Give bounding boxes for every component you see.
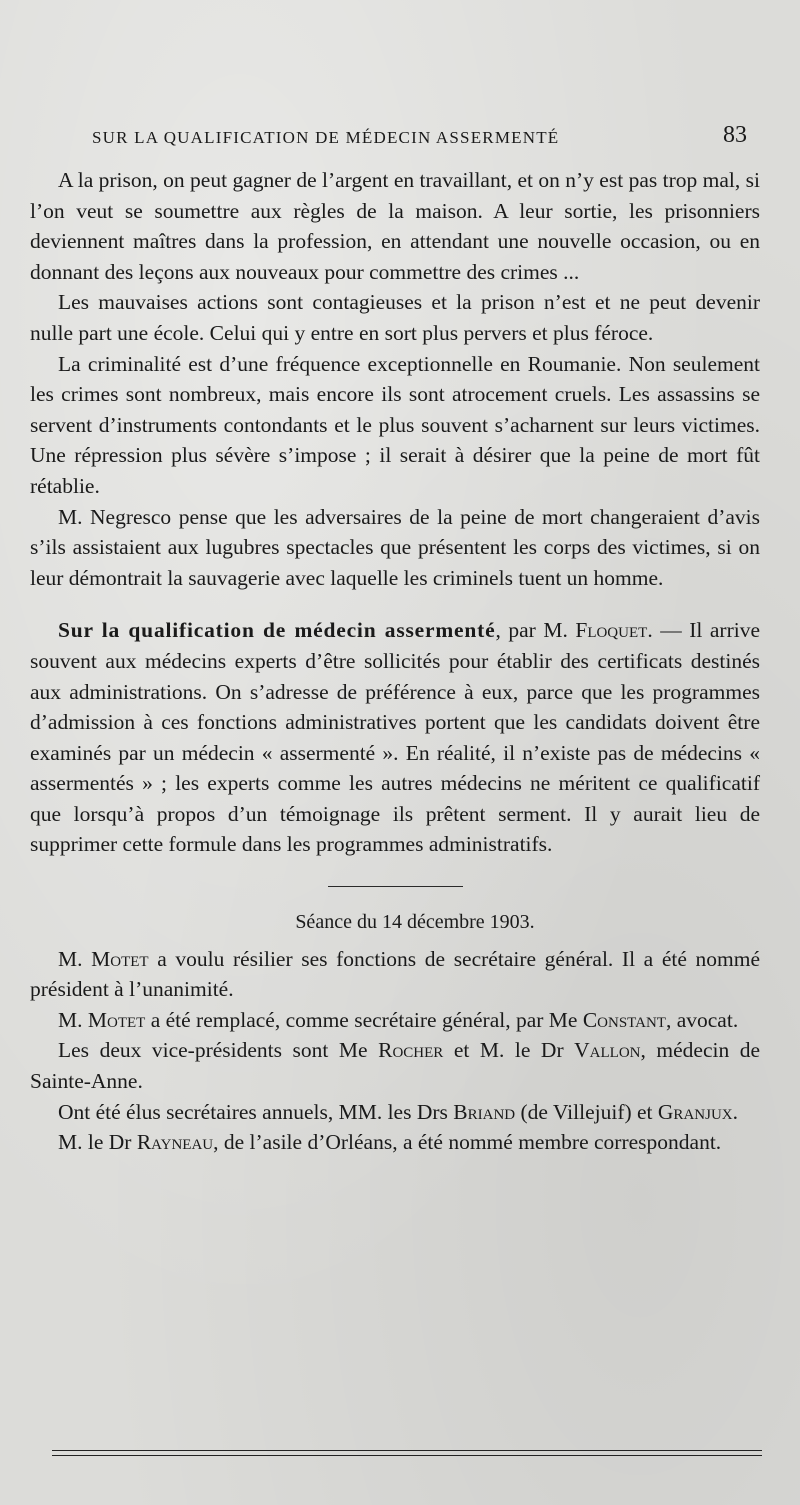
s5-pre: M. le Dr — [58, 1130, 132, 1155]
session-paragraph-1 — [30, 944, 760, 1005]
bottom-double-rule — [52, 1450, 762, 1458]
s5-name: Rayneau — [136, 1130, 214, 1155]
session-title: Séance du 14 décembre 1903. — [295, 911, 535, 934]
section-divider — [328, 886, 463, 887]
rule-line-top — [52, 1450, 762, 1451]
paragraph-prison: A la prison, on peut gagner de l’argent en travaillant, et on n’y est pas trop mal, si l’on veut se soumettre aux règles de la maison. A leur sortie, les prisonniers deviennent maîtres dans la profession, en attendant une nouvelle occasion, ou en donnant des leçons aux nouveaux pour commettre des crimes ... — [30, 168, 760, 284]
s5-post: , de l’asile d’Orléans, a été nommé membre correspondant. — [213, 1130, 722, 1155]
section-title: Sur la qualification de médecin assermenté — [58, 618, 496, 643]
session-paragraph-3 — [30, 1035, 760, 1096]
body-text — [30, 165, 760, 1158]
session-paragraph-5 — [30, 1127, 760, 1158]
paragraph-negresco: M. Negresco pense que les adversaires de la peine de mort changeraient d’avis s’ils assistaient aux lugubres spectacles que présentent les corps des victimes, si on leur démontrait la sauvagerie avec laquelle les criminels tuent un homme. — [30, 504, 760, 590]
section-body: . — Il arrive souvent aux médecins experts d’être sollicités pour établir des certificats destinés aux administrations. On s’adresse de préférence à eux, parce que les programmes d’admission à ces fonctions administratives portent que les candidats doivent être examinés par un médecin « assermenté ». En réalité, il n’existe pas de médecins « assermentés » ; les experts comme les autres médecins ne méritent ce qualificatif que lorsqu’à propos d’un témoignage ils prêtent serment. Il y aurait lieu de supprimer cette formule dans les programmes administratifs. — [30, 618, 760, 857]
s1-pre: M. — [58, 946, 83, 971]
session-paragraph-2 — [30, 1005, 760, 1036]
s4-pre: Ont été élus secrétaires annuels, MM. les Drs — [58, 1099, 448, 1124]
s4-mid: (de Villejuif) et — [520, 1099, 653, 1124]
s2-mid: a été remplacé, comme secrétaire général, par Me — [150, 1007, 578, 1032]
s2-pre: M. — [58, 1007, 83, 1032]
running-title: SUR LA QUALIFICATION DE MÉDECIN ASSERMENTÉ — [92, 128, 560, 147]
s1-name: Motet — [91, 946, 149, 971]
section-by: , par M. — [495, 618, 568, 643]
s3-pre: Les deux vice-présidents sont Me — [58, 1038, 368, 1063]
s2-name: Motet — [87, 1007, 146, 1032]
section-qualification — [30, 615, 760, 860]
s3-name1: Rocher — [378, 1038, 444, 1063]
s1-post: a voulu résilier ses fonctions de secrétaire général. Il a été nommé président à l’unanimité. — [30, 946, 760, 1002]
s3-mid: et M. le Dr — [453, 1038, 564, 1063]
s2-name2: Constant — [582, 1007, 666, 1032]
s4-name1: Briand — [453, 1099, 516, 1124]
paragraph-contagion: Les mauvaises actions sont contagieuses et la prison n’est et ne peut devenir nulle part une école. Celui qui y entre en sort plus pervers et plus féroce. — [30, 290, 760, 345]
s3-name2: Vallon — [574, 1038, 641, 1063]
section-author: Floquet — [575, 618, 648, 643]
rule-line-bottom — [52, 1455, 762, 1456]
s4-name2: Granjux — [657, 1099, 733, 1124]
session-paragraph-4 — [30, 1097, 760, 1128]
s2-post: , avocat. — [665, 1007, 739, 1032]
page-header — [92, 122, 747, 156]
paragraph-criminality: La criminalité est d’une fréquence exceptionnelle en Roumanie. Non seulement les crimes sont nombreux, mais encore ils sont atrocement cruels. Les assassins se servent d’instruments contondants et le plus souvent s’acharnent sur leurs victimes. Une répression plus sévère s’impose ; il serait à désirer que la peine de mort fût rétablie. — [30, 351, 760, 498]
s3-post: , médecin de Sainte-Anne. — [30, 1038, 761, 1094]
page-number: 83 — [723, 122, 747, 148]
s4-post: . — [732, 1099, 738, 1124]
